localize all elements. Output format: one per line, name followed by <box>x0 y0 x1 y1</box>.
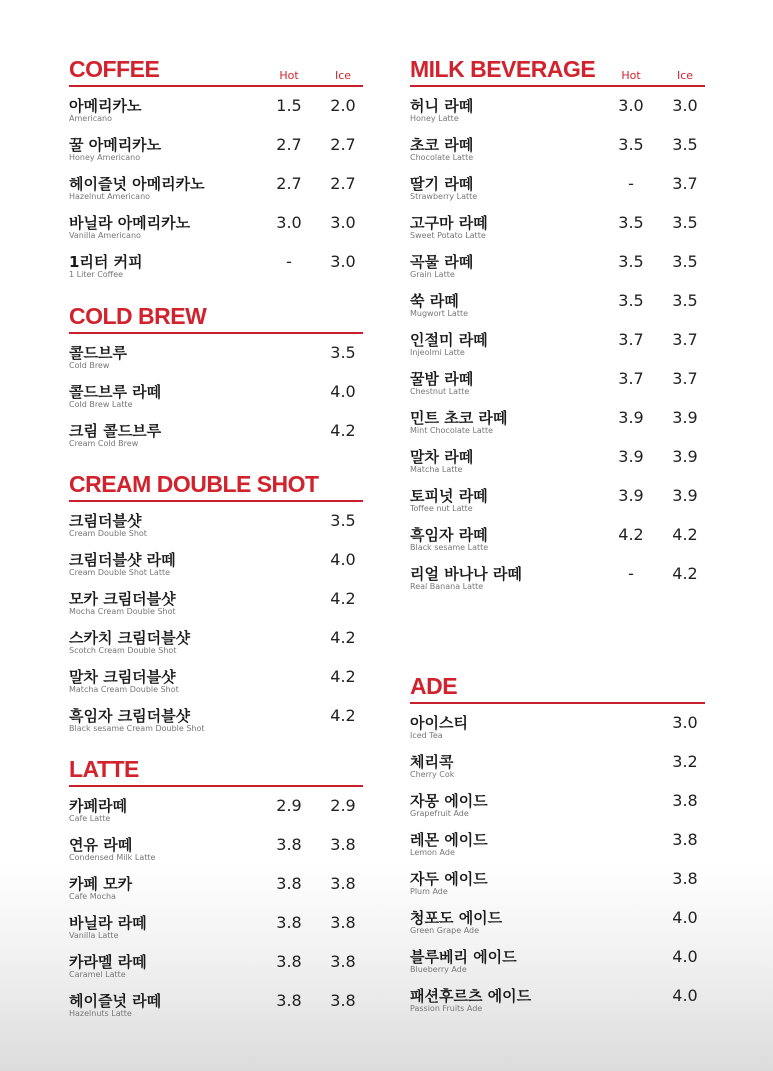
hot-price: 3.5 <box>618 291 644 310</box>
ice-price: 4.2 <box>330 589 356 608</box>
ice-price: 2.9 <box>330 796 356 815</box>
item-name-korean: 콜드브루 라떼 <box>69 383 162 401</box>
ice-price: 3.7 <box>672 174 698 193</box>
item-name-korean: 자두 에이드 <box>410 870 488 888</box>
ice-price: 3.8 <box>330 991 356 1010</box>
item-name-english: Matcha Cream Double Shot <box>69 685 179 694</box>
menu-item <box>410 165 705 204</box>
item-name-english: Grain Latte <box>410 270 455 279</box>
item-name-korean: 고구마 라떼 <box>410 214 488 232</box>
item-name-korean: 크림더블샷 <box>69 512 142 530</box>
ice-column-label: Ice <box>334 69 352 82</box>
menu-item <box>410 438 705 477</box>
ice-price: 3.8 <box>330 952 356 971</box>
menu-item-list <box>69 787 363 1021</box>
item-name-english: Real Banana Latte <box>410 582 484 591</box>
hot-price: 3.9 <box>618 486 644 505</box>
ice-price: 3.9 <box>672 486 698 505</box>
menu-item <box>69 541 363 580</box>
hot-price: 3.8 <box>276 952 302 971</box>
ice-price: 4.0 <box>672 947 698 966</box>
hot-price: 2.7 <box>276 135 302 154</box>
hot-price: 3.7 <box>618 330 644 349</box>
menu-item <box>410 743 705 782</box>
item-name-english: Caramel Latte <box>69 970 126 979</box>
section-title: ADE <box>410 673 458 699</box>
hot-price: - <box>286 252 292 271</box>
hot-price: 3.0 <box>618 96 644 115</box>
hot-price: 3.5 <box>618 135 644 154</box>
item-name-korean: 체리콕 <box>410 753 454 771</box>
menu-item <box>69 502 363 541</box>
ice-price: 3.8 <box>672 830 698 849</box>
item-name-korean: 카페 모카 <box>69 875 133 893</box>
item-name-english: Cream Cold Brew <box>69 439 139 448</box>
section-ade <box>410 673 705 1016</box>
item-name-korean: 자몽 에이드 <box>410 792 488 810</box>
section-cold-brew <box>69 303 363 451</box>
menu-item <box>410 204 705 243</box>
item-name-korean: 흑임자 라떼 <box>410 526 488 544</box>
menu-item-list <box>69 502 363 736</box>
hot-price: 2.7 <box>276 174 302 193</box>
hot-column-label: Hot <box>621 69 641 82</box>
item-name-korean: 크림더블샷 라떼 <box>69 551 176 569</box>
menu-item <box>410 243 705 282</box>
menu-item <box>410 782 705 821</box>
ice-price: 3.5 <box>672 291 698 310</box>
item-name-english: Matcha Latte <box>410 465 463 474</box>
item-name-korean: 흑임자 크림더블샷 <box>69 707 191 725</box>
item-name-korean: 말차 라떼 <box>410 448 474 466</box>
ice-price: 3.5 <box>672 252 698 271</box>
hot-price: - <box>628 564 634 583</box>
menu-item <box>410 899 705 938</box>
item-name-korean: 크림 콜드브루 <box>69 422 162 440</box>
menu-item <box>69 165 363 204</box>
hot-price: 3.7 <box>618 369 644 388</box>
ice-price: 4.0 <box>672 986 698 1005</box>
hot-price: 3.8 <box>276 913 302 932</box>
ice-price: 3.8 <box>330 874 356 893</box>
menu-item <box>410 938 705 977</box>
ice-price: 3.5 <box>330 511 356 530</box>
item-name-korean: 스카치 크림더블샷 <box>69 629 191 647</box>
ice-price: 4.0 <box>330 382 356 401</box>
menu-item <box>69 904 363 943</box>
ice-price: 3.8 <box>330 913 356 932</box>
hot-price: 3.9 <box>618 408 644 427</box>
item-name-english: Sweet Potato Latte <box>410 231 486 240</box>
item-name-korean: 청포도 에이드 <box>410 909 503 927</box>
ice-price: 3.0 <box>330 252 356 271</box>
menu-item <box>410 477 705 516</box>
menu-item <box>69 697 363 736</box>
menu-item-list <box>69 334 363 451</box>
menu-item <box>410 977 705 1016</box>
item-name-english: Black sesame Latte <box>410 543 489 552</box>
item-name-korean: 패션후르츠 에이드 <box>410 987 532 1005</box>
item-name-english: Grapefruit Ade <box>410 809 469 818</box>
menu-item <box>69 412 363 451</box>
section-cream-double-shot <box>69 471 363 736</box>
item-name-english: Cold Brew Latte <box>69 400 133 409</box>
section-title: COFFEE <box>69 56 160 82</box>
menu-item <box>69 619 363 658</box>
menu-item <box>69 204 363 243</box>
menu-item <box>69 126 363 165</box>
hot-price: 3.5 <box>618 213 644 232</box>
menu-item <box>69 826 363 865</box>
item-name-english: Lemon Ade <box>410 848 455 857</box>
item-name-english: Condensed Milk Latte <box>69 853 156 862</box>
item-name-english: Americano <box>69 114 112 123</box>
ice-price: 3.9 <box>672 447 698 466</box>
menu-item <box>69 865 363 904</box>
item-name-korean: 곡물 라떼 <box>410 253 474 271</box>
section-header <box>69 56 363 87</box>
item-name-korean: 레몬 에이드 <box>410 831 488 849</box>
ice-price: 3.0 <box>672 713 698 732</box>
menu-item <box>410 704 705 743</box>
ice-price: 3.9 <box>672 408 698 427</box>
item-name-english: Honey Americano <box>69 153 141 162</box>
item-name-korean: 1리터 커피 <box>69 253 143 271</box>
hot-price: 3.9 <box>618 447 644 466</box>
item-name-korean: 민트 초코 라떼 <box>410 409 508 427</box>
menu-item <box>410 360 705 399</box>
ice-price: 2.7 <box>330 135 356 154</box>
ice-price: 3.7 <box>672 369 698 388</box>
item-name-english: Mint Chocolate Latte <box>410 426 493 435</box>
ice-price: 4.0 <box>330 550 356 569</box>
item-name-korean: 모카 크림더블샷 <box>69 590 176 608</box>
item-name-english: 1 Liter Coffee <box>69 270 124 279</box>
item-name-english: Mugwort Latte <box>410 309 469 318</box>
item-name-korean: 헤이즐넛 라떼 <box>69 992 162 1010</box>
menu-item <box>410 821 705 860</box>
item-name-korean: 콜드브루 <box>69 344 127 362</box>
item-name-korean: 블루베리 에이드 <box>410 948 517 966</box>
ice-price: 3.0 <box>672 96 698 115</box>
ice-price: 4.0 <box>672 908 698 927</box>
menu-item <box>69 943 363 982</box>
section-header <box>69 756 363 787</box>
item-name-korean: 허니 라떼 <box>410 97 474 115</box>
section-title: COLD BREW <box>69 303 207 329</box>
item-name-korean: 인절미 라떼 <box>410 331 488 349</box>
item-name-korean: 꿀밤 라떼 <box>410 370 474 388</box>
hot-price: 3.8 <box>276 991 302 1010</box>
menu-item-list <box>410 704 705 1016</box>
item-name-english: Vanilla Latte <box>69 931 119 940</box>
item-name-english: Mocha Cream Double Shot <box>69 607 176 616</box>
menu-item-list <box>410 87 705 594</box>
ice-price: 3.2 <box>672 752 698 771</box>
section-latte <box>69 756 363 1021</box>
item-name-english: Honey Latte <box>410 114 459 123</box>
hot-price: 3.5 <box>618 252 644 271</box>
menu-item <box>69 373 363 412</box>
menu-item <box>69 787 363 826</box>
menu-item-list <box>69 87 363 282</box>
ice-price: 3.8 <box>672 791 698 810</box>
menu-item <box>410 282 705 321</box>
ice-price: 3.8 <box>672 869 698 888</box>
item-name-english: Injeolmi Latte <box>410 348 465 357</box>
ice-price: 2.7 <box>330 174 356 193</box>
item-name-korean: 연유 라떼 <box>69 836 133 854</box>
item-name-korean: 카라멜 라떼 <box>69 953 147 971</box>
section-title: MILK BEVERAGE <box>410 56 596 82</box>
ice-price: 3.5 <box>672 135 698 154</box>
ice-price: 3.5 <box>672 213 698 232</box>
hot-price: 1.5 <box>276 96 302 115</box>
menu-item <box>410 126 705 165</box>
ice-price: 4.2 <box>330 421 356 440</box>
hot-price: 3.8 <box>276 835 302 854</box>
item-name-korean: 초코 라떼 <box>410 136 474 154</box>
item-name-english: Chestnut Latte <box>410 387 470 396</box>
ice-price: 4.2 <box>672 525 698 544</box>
item-name-english: Plum Ade <box>410 887 448 896</box>
hot-price: 3.0 <box>276 213 302 232</box>
ice-price: 4.2 <box>330 628 356 647</box>
hot-price: 3.8 <box>276 874 302 893</box>
item-name-korean: 말차 크림더블샷 <box>69 668 176 686</box>
item-name-english: Vanilla Americano <box>69 231 141 240</box>
menu-item <box>69 580 363 619</box>
section-header <box>69 303 363 334</box>
section-milk-beverage <box>410 56 705 594</box>
menu-item <box>69 87 363 126</box>
item-name-korean: 꿀 아메리카노 <box>69 136 162 154</box>
section-title: CREAM DOUBLE SHOT <box>69 471 319 497</box>
item-name-english: Iced Tea <box>410 731 443 740</box>
menu-item <box>410 555 705 594</box>
hot-column-label: Hot <box>279 69 299 82</box>
ice-price: 3.0 <box>330 213 356 232</box>
item-name-korean: 딸기 라떼 <box>410 175 474 193</box>
menu-item <box>410 399 705 438</box>
item-name-korean: 헤이즐넛 아메리카노 <box>69 175 205 193</box>
menu-item <box>410 860 705 899</box>
menu-item <box>69 334 363 373</box>
section-header <box>410 56 705 87</box>
item-name-korean: 리얼 바나나 라떼 <box>410 565 522 583</box>
item-name-english: Cold Brew <box>69 361 110 370</box>
item-name-english: Hazelnut Americano <box>69 192 151 201</box>
item-name-korean: 아메리카노 <box>69 97 142 115</box>
menu-item <box>410 87 705 126</box>
item-name-english: Black sesame Cream Double Shot <box>69 724 205 733</box>
item-name-korean: 카페라떼 <box>69 797 127 815</box>
menu-item <box>410 516 705 555</box>
ice-column-label: Ice <box>676 69 694 82</box>
item-name-korean: 토피넛 라떼 <box>410 487 488 505</box>
ice-price: 4.2 <box>672 564 698 583</box>
item-name-korean: 아이스티 <box>410 714 468 732</box>
hot-price: 4.2 <box>618 525 644 544</box>
item-name-english: Cream Double Shot <box>69 529 147 538</box>
section-coffee <box>69 56 363 282</box>
item-name-korean: 바닐라 라떼 <box>69 914 147 932</box>
item-name-english: Cafe Latte <box>69 814 111 823</box>
section-header <box>69 471 363 502</box>
item-name-english: Chocolate Latte <box>410 153 474 162</box>
item-name-english: Green Grape Ade <box>410 926 480 935</box>
item-name-english: Hazelnuts Latte <box>69 1009 132 1018</box>
item-name-english: Cherry Cok <box>410 770 455 779</box>
section-title: LATTE <box>69 756 139 782</box>
ice-price: 3.7 <box>672 330 698 349</box>
ice-price: 3.8 <box>330 835 356 854</box>
section-header <box>410 673 705 704</box>
item-name-english: Strawberry Latte <box>410 192 478 201</box>
menu-item <box>69 243 363 282</box>
menu-item <box>410 321 705 360</box>
item-name-english: Cream Double Shot Latte <box>69 568 171 577</box>
hot-price: 2.9 <box>276 796 302 815</box>
item-name-english: Blueberry Ade <box>410 965 467 974</box>
hot-price: - <box>628 174 634 193</box>
item-name-korean: 바닐라 아메리카노 <box>69 214 191 232</box>
ice-price: 4.2 <box>330 706 356 725</box>
menu-item <box>69 658 363 697</box>
item-name-english: Toffee nut Latte <box>410 504 473 513</box>
item-name-english: Scotch Cream Double Shot <box>69 646 177 655</box>
menu-item <box>69 982 363 1021</box>
ice-price: 2.0 <box>330 96 356 115</box>
item-name-english: Cafe Mocha <box>69 892 116 901</box>
item-name-english: Passion Fruits Ade <box>410 1004 483 1013</box>
item-name-korean: 쑥 라떼 <box>410 292 459 310</box>
ice-price: 4.2 <box>330 667 356 686</box>
ice-price: 3.5 <box>330 343 356 362</box>
